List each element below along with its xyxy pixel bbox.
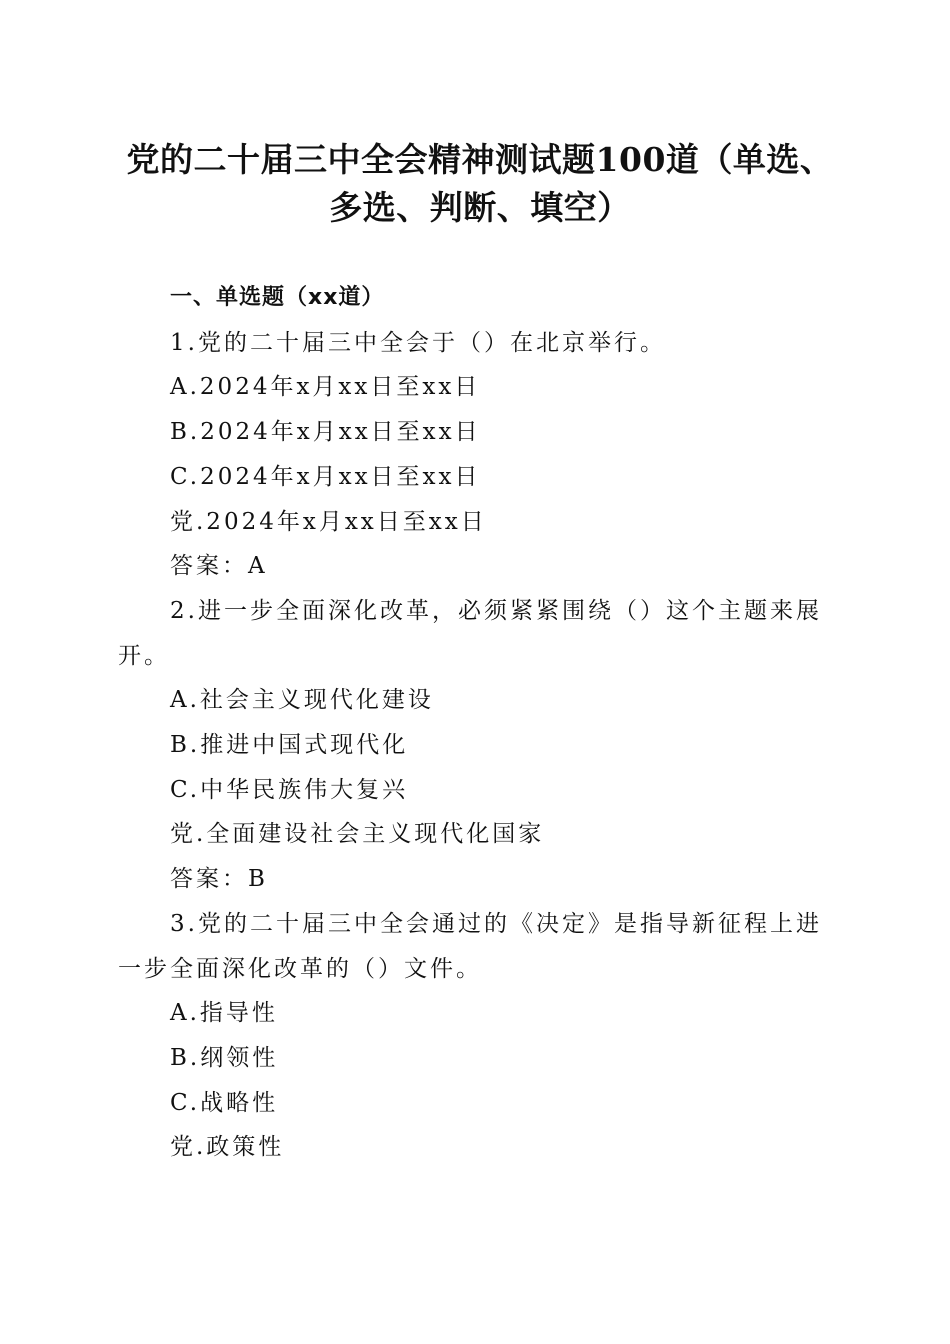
question-2-stem: 2.进一步全面深化改革，必须紧紧围绕（）这个主题来展开。 <box>118 597 822 669</box>
question-3-option-d: 党.政策性 <box>170 1134 285 1161</box>
title-line-1: 党的二十届三中全会精神测试题100道（单选、 <box>126 140 834 179</box>
question-3-option-c: C.战略性 <box>170 1089 279 1116</box>
section-heading: 一、单选题（xx道） <box>170 285 385 310</box>
title-line-2: 多选、判断、填空） <box>329 188 631 227</box>
question-1-option-d: 党.2024年x月xx日至xx日 <box>170 508 487 535</box>
question-3-option-b: B.纲领性 <box>170 1044 279 1071</box>
question-1-option-b: B.2024年x月xx日至xx日 <box>170 419 481 446</box>
question-2-option-b: B.推进中国式现代化 <box>170 732 409 759</box>
question-1-option-a: A.2024年x月xx日至xx日 <box>170 374 481 401</box>
question-1-stem: 1.党的二十届三中全会于（）在北京举行。 <box>170 329 666 356</box>
question-2-option-a: A.社会主义现代化建设 <box>170 687 434 714</box>
question-1-option-c: C.2024年x月xx日至xx日 <box>170 463 481 490</box>
question-1-answer: 答案：A <box>170 553 268 580</box>
document-title <box>110 136 850 232</box>
question-2-option-d: 党.全面建设社会主义现代化国家 <box>170 821 545 848</box>
question-3-stem: 3.党的二十届三中全会通过的《决定》是指导新征程上进一步全面深化改革的（）文件。 <box>118 910 822 982</box>
question-3-option-a: A.指导性 <box>170 1000 278 1027</box>
question-2-answer: 答案：B <box>170 866 268 893</box>
question-2-option-c: C.中华民族伟大复兴 <box>170 776 409 803</box>
document-body <box>118 276 838 1170</box>
